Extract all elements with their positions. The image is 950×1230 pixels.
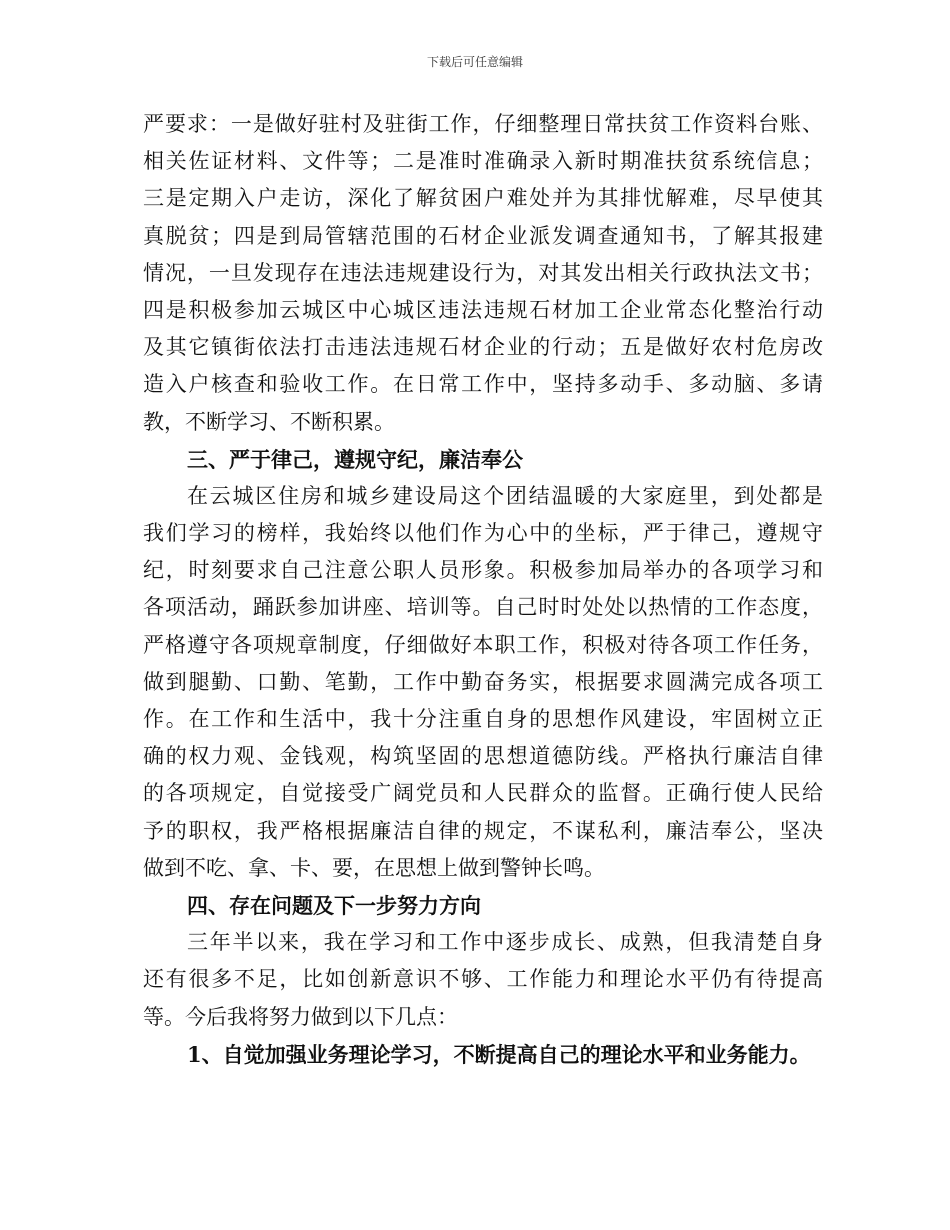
text-line: 在云城区住房和城乡建设局这个团结温暖的大家庭里，到处都是	[187, 483, 823, 508]
text-line: 真脱贫；四是到局管辖范围的石材企业派发调查通知书，了解其报建	[143, 223, 823, 248]
page-header: 下载后可任意编辑	[426, 55, 523, 69]
point-1: 1、自觉加强业务理论学习，不断提高自己的理论水平和业务能力。	[187, 1041, 811, 1067]
text-line: 教，不断学习、不断积累。	[143, 409, 395, 434]
text-line: 严格遵守各项规章制度，仔细做好本职工作，积极对待各项工作任务，	[143, 632, 823, 657]
text-line: 做到腿勤、口勤、笔勤，工作中勤奋务实，根据要求圆满完成各项工	[143, 669, 823, 694]
document-body	[143, 106, 823, 1073]
text-line: 纪，时刻要求自己注意公职人员形象。积极参加局举办的各项学习和	[143, 558, 823, 583]
paragraph-duties	[143, 106, 823, 441]
text-line: 确的权力观、金钱观，构筑坚固的思想道德防线。严格执行廉洁自律	[143, 744, 823, 769]
text-line: 做到不吃、拿、卡、要，在思想上做到警钟长鸣。	[143, 855, 605, 880]
text-line: 相关佐证材料、文件等；二是准时准确录入新时期准扶贫系统信息；	[143, 149, 823, 174]
text-line: 我们学习的榜样，我始终以他们作为心中的坐标，严于律己，遵规守	[143, 521, 823, 546]
text-line: 的各项规定，自觉接受广阔党员和人民群众的监督。正确行使人民给	[143, 781, 823, 806]
text-line: 各项活动，踊跃参加讲座、培训等。自己时时处处以热情的工作态度，	[143, 595, 823, 620]
text-line: 三是定期入户走访，深化了解贫困户难处并为其排忧解难，尽早使其	[143, 186, 823, 211]
section-heading-4: 四、存在问题及下一步努力方向	[187, 892, 481, 918]
text-line: 四是积极参加云城区中心城区违法违规石材加工企业常态化整治行动	[143, 297, 823, 322]
text-line: 三年半以来，我在学习和工作中逐步成长、成熟，但我清楚自身	[187, 930, 823, 955]
text-line: 作。在工作和生活中，我十分注重自身的思想作风建设，牢固树立正	[143, 707, 823, 731]
text-line: 还有很多不足，比如创新意识不够、工作能力和理论水平仍有待提高	[143, 967, 823, 992]
text-line: 严要求：一是做好驻村及驻街工作，仔细整理日常扶贫工作资料台账、	[143, 112, 823, 136]
text-line: 等。今后我将努力做到以下几点：	[143, 1004, 458, 1029]
text-line: 及其它镇街依法打击违法违规石材企业的行动；五是做好农村危房改	[143, 335, 823, 360]
text-line: 情况，一旦发现存在违法违规建设行为，对其发出相关行政执法文书；	[143, 260, 823, 285]
paragraph-discipline	[143, 478, 823, 887]
text-line: 予的职权，我严格根据廉洁自律的规定，不谋私利，廉洁奉公，坚决	[143, 818, 823, 843]
paragraph-issues	[143, 924, 823, 1036]
text-line: 造入户核查和验收工作。在日常工作中，坚持多动手、多动脑、多请	[143, 372, 823, 397]
section-heading-3: 三、严于律己，遵规守纪，廉洁奉公	[187, 446, 523, 472]
